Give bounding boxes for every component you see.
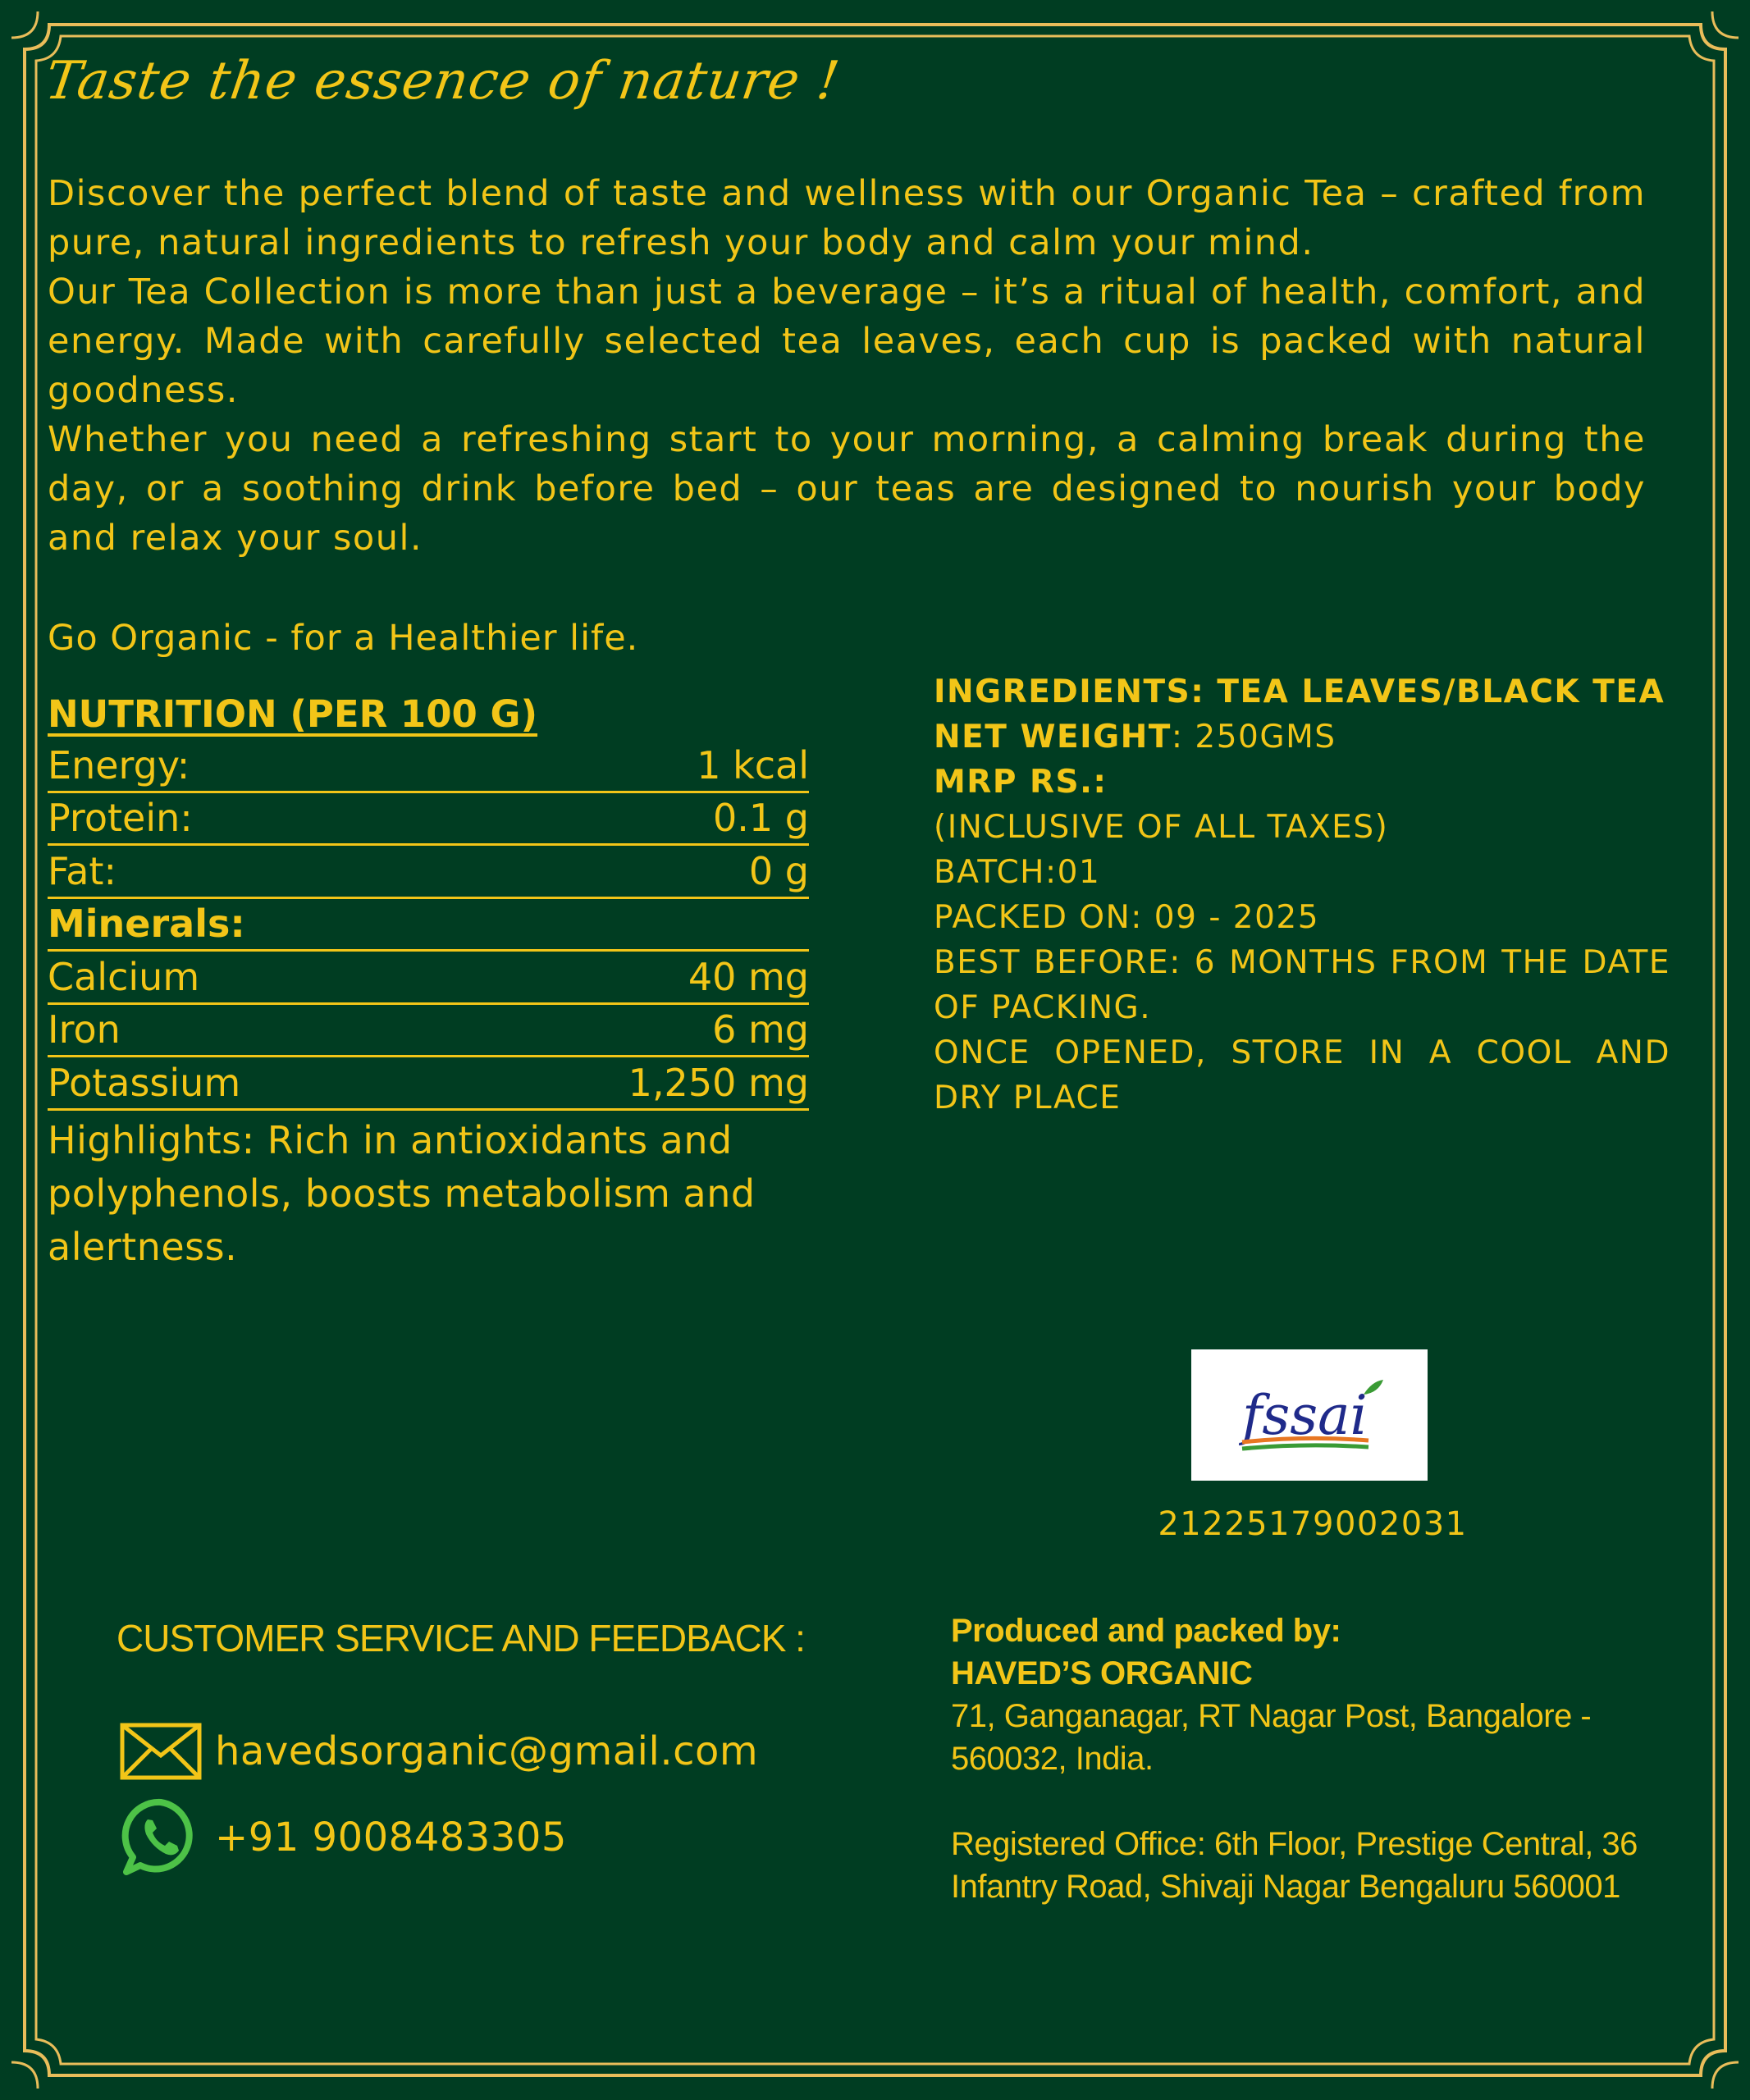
whatsapp-icon bbox=[120, 1796, 202, 1879]
nutrition-label: Minerals: bbox=[48, 902, 245, 946]
ingredients: INGREDIENTS: TEA LEAVES/BLACK TEA bbox=[934, 673, 1665, 710]
nutrition-value: 0 g bbox=[748, 848, 809, 893]
nutrition-row-calcium bbox=[48, 952, 809, 1005]
product-info bbox=[934, 669, 1670, 1121]
intro-paragraph-3: Whether you need a refreshing start to your morning, a calming break during the day, or a soothing drink before bed – our teas are designed to nourish your body and relax your soul. bbox=[48, 419, 1646, 559]
nutrition-row-fat bbox=[48, 846, 809, 899]
fssai-logo bbox=[1191, 1349, 1428, 1481]
registered-office: Registered Office: 6th Floor, Prestige Central, 36 Infantry Road, Shivaji Nagar Bengaluru 560001 bbox=[951, 1826, 1638, 1905]
nutrition-row-minerals bbox=[48, 899, 809, 952]
nutrition-label: Protein: bbox=[48, 796, 193, 840]
nutrition-row-protein bbox=[48, 793, 809, 847]
tagline: Taste the essence of nature ! bbox=[41, 51, 844, 112]
net-weight bbox=[934, 714, 1670, 760]
storage-instructions: ONCE OPENED, STORE IN A COOL AND DRY PLACE bbox=[934, 1034, 1670, 1116]
tax-note: (INCLUSIVE OF ALL TAXES) bbox=[934, 809, 1389, 846]
nutrition-row-potassium bbox=[48, 1057, 809, 1111]
intro-paragraph-2: Our Tea Collection is more than just a beverage – it’s a ritual of health, comfort, and energy. Made with carefully selected tea leaves, each cup is packed with natural goodness. bbox=[48, 272, 1646, 411]
phone-contact[interactable] bbox=[120, 1796, 567, 1879]
customer-service-title: CUSTOMER SERVICE AND FEEDBACK : bbox=[117, 1617, 805, 1659]
phone-number[interactable]: +91 9008483305 bbox=[215, 1815, 567, 1860]
email-address[interactable]: havedsorganic@gmail.com bbox=[215, 1728, 759, 1774]
fssai-logo-text: fssai bbox=[1242, 1384, 1368, 1447]
best-before: BEST BEFORE: 6 MONTHS FROM THE DATE OF PACKING. bbox=[934, 944, 1670, 1026]
nutrition-value: 1,250 mg bbox=[628, 1060, 809, 1105]
mail-icon bbox=[120, 1723, 202, 1780]
nutrition-title: NUTRITION (PER 100 G) bbox=[48, 692, 538, 736]
nutrition-value: 6 mg bbox=[712, 1007, 809, 1052]
intro-paragraph-1: Discover the perfect blend of taste and wellness with our Organic Tea – crafted from pure, natural ingredients to refresh your body and calm your mind. bbox=[48, 173, 1646, 263]
mrp-label: MRP RS.: bbox=[934, 764, 1108, 801]
batch: BATCH:01 bbox=[934, 854, 1101, 891]
nutrition-highlights: Highlights: Rich in antioxidants and polyphenols, boosts metabolism and alertness. bbox=[48, 1117, 756, 1269]
nutrition-row-energy bbox=[48, 740, 809, 793]
nutrition-value: 0.1 g bbox=[713, 796, 809, 840]
nutrition-value: 40 mg bbox=[688, 954, 809, 999]
nutrition-value: 1 kcal bbox=[697, 742, 809, 788]
intro-text bbox=[48, 169, 1646, 563]
fssai-license-number: 21225179002031 bbox=[1158, 1505, 1468, 1543]
producer-label: Produced and packed by: bbox=[951, 1613, 1341, 1649]
nutrition-label: Iron bbox=[48, 1007, 121, 1052]
nutrition-row-iron bbox=[48, 1005, 809, 1058]
fssai-logo-graphic bbox=[1227, 1370, 1391, 1460]
email-contact[interactable] bbox=[120, 1723, 758, 1780]
producer-name: HAVED’S ORGANIC bbox=[951, 1655, 1253, 1691]
net-weight-label: NET WEIGHT bbox=[934, 719, 1172, 756]
producer-address: 71, Ganganagar, RT Nagar Post, Bangalore - 560032, India. bbox=[951, 1698, 1592, 1777]
nutrition-label: Potassium bbox=[48, 1060, 241, 1105]
go-organic-slogan: Go Organic - for a Healthier life. bbox=[48, 618, 639, 659]
producer-info bbox=[951, 1609, 1689, 1908]
packed-on: PACKED ON: 09 - 2025 bbox=[934, 899, 1320, 936]
nutrition-label: Calcium bbox=[48, 954, 200, 999]
net-weight-value: : 250GMS bbox=[1171, 719, 1336, 756]
nutrition-panel bbox=[48, 689, 809, 1274]
nutrition-label: Fat: bbox=[48, 848, 117, 893]
nutrition-label: Energy: bbox=[48, 742, 190, 788]
